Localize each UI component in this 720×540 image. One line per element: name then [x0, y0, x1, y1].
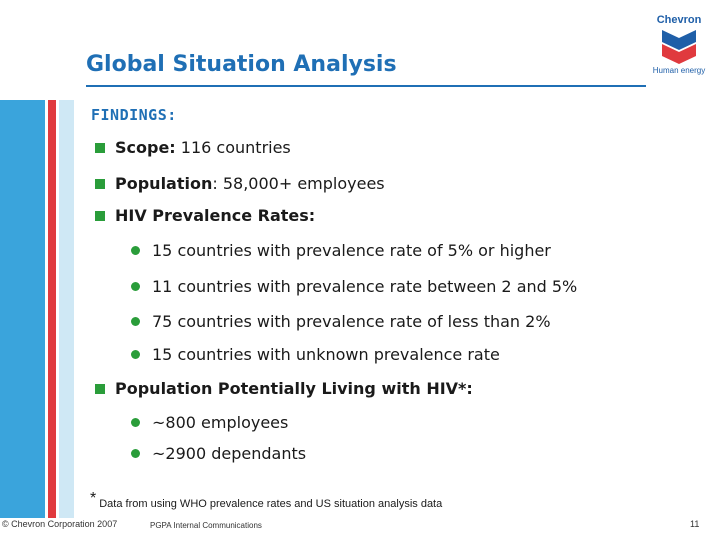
page-number: 11: [690, 519, 700, 529]
footnote-star: *: [90, 490, 97, 507]
list-item: 15 countries with unknown prevalence rate: [131, 345, 500, 364]
round-bullet-icon: [131, 350, 140, 359]
scope-label: Scope:: [115, 138, 176, 157]
list-item-prevalence: [95, 206, 315, 225]
footer-department: PGPA Internal Communications: [150, 521, 262, 530]
population-value: : 58,000+ employees: [212, 174, 385, 193]
footnote: [90, 490, 443, 512]
scope-value: 116 countries: [180, 138, 291, 157]
round-bullet-icon: [131, 246, 140, 255]
list-item-potential: [95, 379, 473, 398]
chevron-emblem-icon: [662, 30, 696, 64]
left-red-bar: [48, 100, 56, 518]
list-item: 15 countries with prevalence rate of 5% or higher: [131, 241, 551, 260]
round-bullet-icon: [131, 282, 140, 291]
footnote-text: Data from using WHO prevalence rates and US situation analysis data: [99, 498, 443, 510]
list-item: 75 countries with prevalence rate of less than 2%: [131, 312, 551, 331]
title-rule: [86, 85, 646, 87]
list-item: 11 countries with prevalence rate between 2 and 5%: [131, 277, 577, 296]
square-bullet-icon: [95, 384, 105, 394]
list-item: ~2900 dependants: [131, 444, 306, 463]
chevron-logo: [646, 8, 712, 80]
left-blue-bar: [0, 100, 45, 518]
findings-heading: FINDINGS:: [91, 106, 177, 124]
square-bullet-icon: [95, 143, 105, 153]
page-title: Global Situation Analysis: [86, 52, 397, 77]
square-bullet-icon: [95, 179, 105, 189]
population-label: Population: [115, 174, 213, 193]
footer-copyright: © Chevron Corporation 2007: [2, 519, 118, 529]
list-item-population: [95, 174, 385, 193]
potential-label: Population Potentially Living with HIV*:: [115, 379, 473, 398]
left-lightblue-bar: [59, 100, 74, 518]
logo-tagline: Human energy: [652, 66, 706, 75]
logo-wordmark: Chevron: [656, 14, 702, 26]
round-bullet-icon: [131, 449, 140, 458]
list-item-scope: [95, 138, 291, 157]
list-item: ~800 employees: [131, 413, 288, 432]
square-bullet-icon: [95, 211, 105, 221]
round-bullet-icon: [131, 418, 140, 427]
round-bullet-icon: [131, 317, 140, 326]
prevalence-label: HIV Prevalence Rates:: [115, 206, 316, 225]
